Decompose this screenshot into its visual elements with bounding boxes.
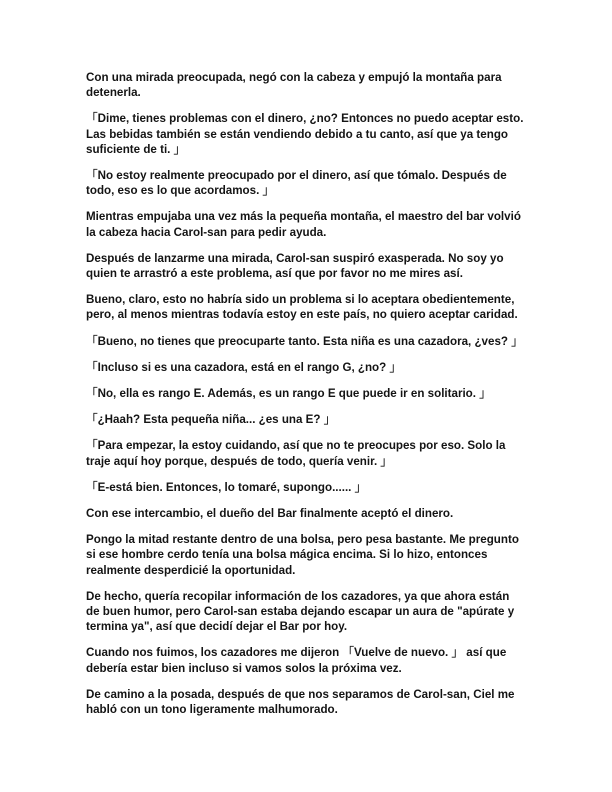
paragraph: 「Incluso si es una cazadora, está en el rango G, ¿no? 」: [86, 360, 402, 374]
paragraph: 「E-está bien. Entonces, lo tomaré, supongo...... 」: [86, 480, 367, 494]
paragraph: De camino a la posada, después de que nos separamos de Carol-san, Ciel me habló con un tono ligeramente malhumorado.: [86, 687, 515, 717]
paragraph: Cuando nos fuimos, los cazadores me dijeron 「Vuelve de nuevo. 」 así que debería estar bien incluso si vamos solos la próxima vez.: [86, 646, 507, 675]
paragraph: 「¿Haah? Esta pequeña niña... ¿es una E? 」: [86, 413, 336, 427]
document-page: [86, 70, 524, 728]
paragraph: Pongo la mitad restante dentro de una bolsa, pero pesa bastante. Me pregunto si ese hombre cerdo tenía una bolsa mágica encima. Si lo hizo, entonces realmente desperdicié la oportunidad.: [86, 533, 519, 577]
paragraph: Con ese intercambio, el dueño del Bar finalmente aceptó el dinero.: [86, 507, 454, 521]
paragraph: 「No, ella es rango E. Además, es un rango E que puede ir en solitario. 」: [86, 387, 491, 401]
paragraph: Después de lanzarme una mirada, Carol-san suspiró exasperada. No soy yo quien te arrastró a este problema, así que por favor no me mires así.: [86, 251, 504, 281]
paragraph: 「Para empezar, la estoy cuidando, así que no te preocupes por eso. Solo la traje aquí hoy porque, después de todo, quería venir. 」: [86, 439, 506, 468]
paragraph: 「No estoy realmente preocupado por el dinero, así que tómalo. Después de todo, eso es lo que acordamos. 」: [86, 169, 507, 198]
paragraph: Mientras empujaba una vez más la pequeña montaña, el maestro del bar volvió la cabeza hacia Carol-san para pedir ayuda.: [86, 210, 521, 239]
paragraph: 「Dime, tienes problemas con el dinero, ¿no? Entonces no puedo aceptar esto. Las bebidas también se están vendiendo debido a tu canto, así que ya tengo suficiente de ti. 」: [86, 112, 524, 156]
paragraph: 「Bueno, no tienes que preocuparte tanto. Esta niña es una cazadora, ¿ves? 」: [86, 334, 523, 348]
paragraph: Bueno, claro, esto no habría sido un problema si lo aceptara obedientemente, pero, al menos mientras todavía estoy en este país, no quiero aceptar caridad.: [86, 293, 518, 322]
paragraph: De hecho, quería recopilar información de los cazadores, ya que ahora están de buen humor, pero Carol-san estaba dejando escapar un aura de "apúrate y termina ya", así que decidí dejar el Bar por hoy.: [86, 589, 515, 634]
paragraph: Con una mirada preocupada, negó con la cabeza y empujó la montaña para detenerla.: [86, 71, 502, 100]
